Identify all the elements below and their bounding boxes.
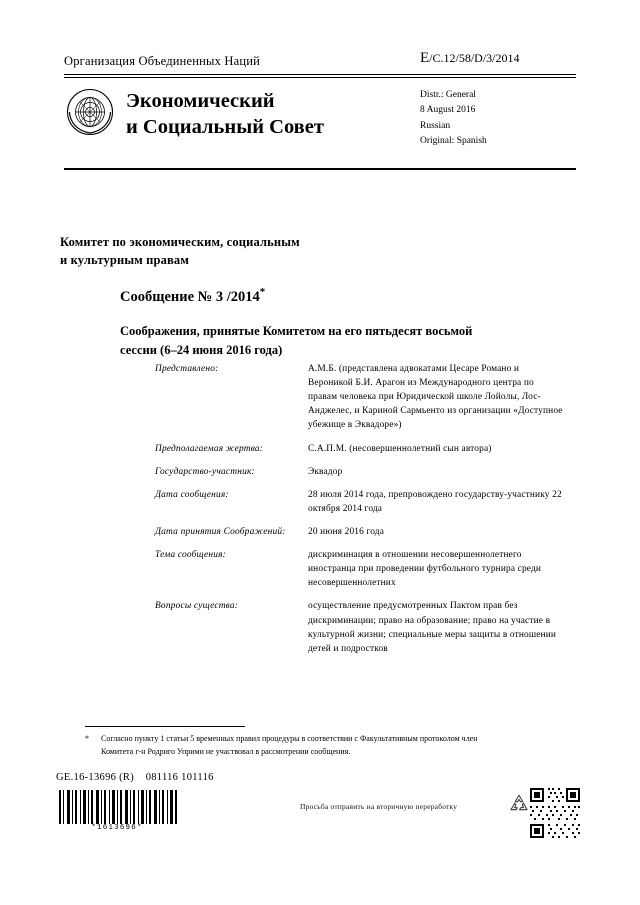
header-rule-top bbox=[64, 74, 576, 75]
header-rule-thin bbox=[64, 77, 576, 78]
metadata-label: Предполагаемая жертва: bbox=[155, 443, 264, 454]
communication-number bbox=[120, 286, 265, 306]
document-code-dates: 081116 101116 bbox=[145, 772, 214, 783]
barcode-number: *1613696* bbox=[91, 824, 143, 832]
metadata-label: Государство-участник: bbox=[155, 466, 255, 477]
metadata-value: 28 июля 2014 года, препровождено государству-участнику 22 октября 2014 года bbox=[308, 489, 562, 514]
views-title bbox=[120, 322, 520, 360]
metadata-label: Вопросы существа: bbox=[155, 601, 239, 612]
metadata-row bbox=[155, 488, 565, 516]
un-emblem-icon bbox=[66, 88, 114, 136]
communication-footnote-marker: * bbox=[259, 286, 266, 298]
communication-number-text: Сообщение № 3 /2014 bbox=[120, 288, 260, 305]
metadata-value: С.А.П.М. (несовершеннолетний сын автора) bbox=[308, 443, 492, 454]
metadata-value: осуществление предусмотренных Пактом прав без дискриминации; право на образование; право на участие в культурной жизни; специальные меры защиты в отношении детей и подростков bbox=[308, 601, 557, 654]
committee-name-line2: и культурным правам bbox=[60, 253, 189, 268]
publication-title bbox=[126, 88, 396, 140]
document-symbol-suffix: /C.12/58/D/3/2014 bbox=[429, 51, 520, 65]
distr-line-0: Distr.: General bbox=[420, 90, 476, 100]
footnote bbox=[85, 733, 485, 759]
metadata-label: Тема сообщения: bbox=[155, 550, 226, 561]
qr-code bbox=[528, 786, 582, 840]
distribution-info bbox=[420, 88, 487, 150]
views-title-line2: сессии (6–24 июня 2016 года) bbox=[120, 342, 283, 357]
distr-line-3: Original: Spanish bbox=[420, 136, 487, 147]
metadata-table bbox=[155, 362, 565, 665]
metadata-row bbox=[155, 548, 565, 590]
publication-title-line2: и Социальный Совет bbox=[126, 116, 324, 139]
document-symbol-prefix: E bbox=[420, 50, 430, 66]
metadata-row bbox=[155, 599, 565, 655]
recycle-icon bbox=[508, 793, 530, 815]
metadata-row bbox=[155, 442, 565, 456]
footnote-marker: * bbox=[85, 734, 89, 743]
footnote-text: Согласно пункту 1 статьи 5 временных правил процедуры в соответствии с Факультативным протоколом член Комитета г-н Родриго Уприми не участвовал в рассмотрении сообщения. bbox=[101, 734, 478, 756]
metadata-value: Эквадор bbox=[308, 466, 343, 477]
metadata-row bbox=[155, 362, 565, 433]
recycle-note: Просьба отправить на вторичную переработку bbox=[300, 802, 458, 811]
metadata-value: А.М.Б. (представлена адвокатами Цесаре Романо и Вероникой Б.И. Арагон из Международного центра по правам человека при Юридической школе Лойолы, Лос-Анджелес, и Кариной Сармьенто из организации «Доступное убежище в Эквадоре») bbox=[308, 364, 563, 431]
document-symbol bbox=[420, 50, 520, 67]
metadata-value: дискриминация в отношении несовершеннолетнего иностранца при проведении футбольного турнира среди несовершеннолетних bbox=[308, 550, 542, 589]
publication-title-line1: Экономический bbox=[126, 90, 275, 112]
views-title-line1: Соображения, принятые Комитетом на его пятьдесят восьмой bbox=[120, 324, 473, 338]
footnote-rule bbox=[85, 726, 245, 727]
committee-name-line1: Комитет по экономическим, социальным bbox=[60, 235, 300, 249]
committee-name bbox=[60, 233, 480, 269]
document-code bbox=[56, 772, 214, 783]
header-rule-bottom bbox=[64, 168, 576, 170]
distr-line-2: Russian bbox=[420, 120, 451, 131]
organization-name: Организация Объединенных Наций bbox=[64, 54, 261, 68]
metadata-row bbox=[155, 525, 565, 539]
barcode bbox=[56, 790, 178, 824]
metadata-value: 20 июня 2016 года bbox=[308, 526, 385, 537]
distr-line-1: 8 August 2016 bbox=[420, 105, 476, 116]
metadata-label: Дата сообщения: bbox=[155, 489, 229, 500]
metadata-label: Дата принятия Соображений: bbox=[155, 526, 286, 537]
metadata-label: Представлено: bbox=[155, 364, 219, 374]
document-code-number: GE.16-13696 (R) bbox=[56, 772, 134, 783]
metadata-row bbox=[155, 465, 565, 479]
